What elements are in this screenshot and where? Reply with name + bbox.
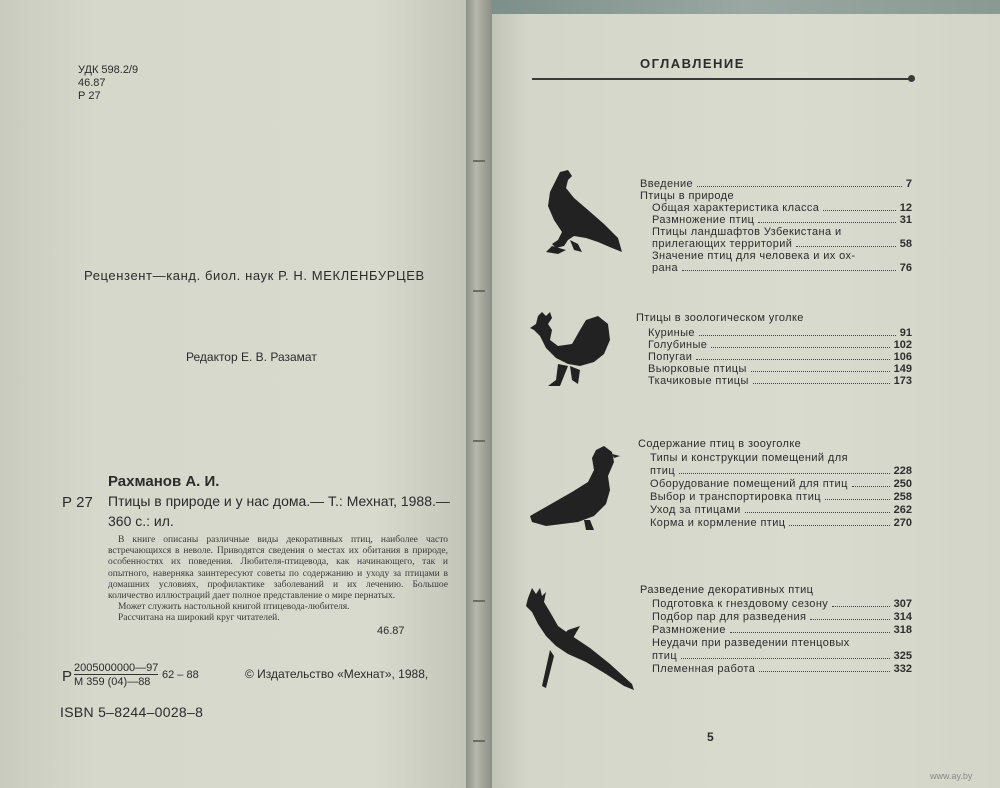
code-suffix: 62 – 88 [162,669,199,681]
toc-entry [648,327,912,339]
toc-entry-page: 325 [893,650,912,662]
binding-stitch [473,160,485,162]
watermark: www.ay.by [930,771,973,781]
reviewer-line: Рецензент—канд. биол. наук Р. Н. МЕКЛЕНБУРЦЕВ [84,268,425,283]
toc-entry-page: 270 [893,517,912,529]
background-strip [490,0,1000,14]
toc-leader-dots [810,619,889,620]
toc-leader-dots [711,347,889,348]
toc-entry-page: 58 [899,238,912,250]
toc-entry-title: Подготовка к гнездовому сезону [652,598,829,610]
toc-entry-title: Птицы ландшафтов Узбекистана и [652,226,842,238]
toc-divider-ornament [908,75,915,82]
toc-entry-title: Корма и кормление птиц [650,517,786,529]
parrot-icon [520,586,640,696]
toc-entry [648,351,912,363]
code-letter: Р [62,668,73,685]
toc-leader-dots [825,499,890,500]
toc-entry-page: 76 [899,262,912,274]
toc-divider [532,78,910,80]
toc-entry [652,214,912,226]
toc-entry-page: 102 [893,339,912,351]
toc-leader-dots [697,186,902,187]
author-mark: Р 27 [78,90,101,102]
toc-entry [640,178,912,190]
toc-entry-title: Попугаи [648,351,693,363]
toc-title: ОГЛАВЛЕНИЕ [640,56,745,71]
binding-stitch [473,740,485,742]
binding-stitch [473,600,485,602]
toc-entry-page: 318 [893,624,912,636]
toc-entry-title: Куриные [648,327,695,339]
toc-entry-page: 307 [893,598,912,610]
toc-entry [650,478,912,490]
toc-leader-dots [679,473,890,474]
toc-entry [652,663,912,675]
toc-entry-title: Выбор и транспортировка птиц [650,491,821,503]
toc-entry-title: прилегающих территорий [652,238,793,250]
toc-entry-page: 314 [893,611,912,623]
toc-leader-dots [753,383,890,384]
toc-leader-dots [682,270,896,271]
bbk-code: 46.87 [78,77,106,89]
annotation-paragraph: Рассчитана на широкий круг читателей. [118,613,280,624]
toc-entry-page: 31 [899,214,912,226]
toc-entry [648,339,912,351]
pigeon-icon [528,442,624,534]
toc-leader-dots [758,222,895,223]
toc-leader-dots [789,525,889,526]
toc-entry-title: Введение [640,178,694,190]
toc-entry [652,598,912,610]
toc-entry [652,624,912,636]
toc-entry-title: Размножение птиц [652,214,755,226]
toc-leader-dots [730,632,890,633]
toc-entry-title: Типы и конструкции помещений для [650,452,848,464]
author-name: Рахманов А. И. [108,473,220,490]
bibliographic-record: Птицы в природе и у нас дома.— Т.: Мехнат, 1988.— 360 с.: ил. [108,493,450,529]
catalog-code: Р 27 [62,494,93,511]
toc-entry [650,517,912,529]
price-index: 46.87 [377,625,405,637]
toc-entry-title: птиц [650,465,676,477]
toc-entry-page: 149 [893,363,912,375]
toc-entry-page: 332 [893,663,912,675]
toc-entry-page: 173 [893,375,912,387]
toc-entry [652,238,912,250]
toc-entry [652,611,912,623]
toc-entry [650,465,912,477]
toc-leader-dots [852,486,890,487]
toc-leader-dots [681,658,890,659]
toc-section-title: Содержание птиц в зооуголке [638,438,802,450]
toc-leader-dots [745,512,890,513]
rooster-icon [528,310,612,390]
code-numerator: 2005000000—97 [74,662,159,674]
isbn: ISBN 5–8244–0028–8 [60,704,204,720]
toc-leader-dots [823,210,895,211]
toc-entry-title: рана [652,262,679,274]
toc-entry-page: 228 [893,465,912,477]
page-number: 5 [707,730,714,744]
toc-entry [652,262,912,274]
annotation-paragraph: В книге описаны различные виды декоративных птиц, наиболее часто встречающихся в неволе. Приводятся сведения о местах их обитания в природе, особенностях их поведения. Любителя-птицевода, как начинающего, так и опытного, наверняка заинтересуют советы по содержанию и уходу за птицами в домашних условиях, профилактике заболеваний и их лечению. Большое количество иллюстраций дает полное представление о мире пернатых. [108,535,448,602]
toc-entry-page: 106 [893,351,912,363]
udc-code: УДК 598.2/9 [78,64,139,76]
toc-entry-title: Оборудование помещений для птиц [650,478,848,490]
toc-entry-title: Общая характеристика класса [652,202,820,214]
toc-leader-dots [759,671,889,672]
toc-leader-dots [751,371,890,372]
toc-leader-dots [796,246,895,247]
code-denominator: М 359 (04)—88 [74,676,151,688]
toc-section-title: Птицы в природе [640,190,734,202]
toc-entry-title: Размножение [652,624,726,636]
toc-entry-page: 258 [893,491,912,503]
toc-entry [650,504,912,516]
toc-leader-dots [832,606,889,607]
toc-entry-title: Подбор пар для разведения [652,611,807,623]
toc-entry-title: Голубиные [648,339,708,351]
toc-entry [648,363,912,375]
toc-leader-dots [699,335,896,336]
toc-entry [652,202,912,214]
toc-entry [652,650,912,662]
binding-stitch [473,440,485,442]
copyright-line: © Издательство «Мехнат», 1988, [245,667,429,681]
toc-entry-title: птиц [652,650,678,662]
toc-entry-title: Ткачиковые птицы [648,375,749,387]
toc-entry-page: 7 [905,178,912,190]
toc-entry [648,375,912,387]
book-annotation [108,535,448,625]
binding-stitch [473,290,485,292]
toc-entry-page: 262 [893,504,912,516]
toc-entry-title: Уход за птицами [650,504,741,516]
toc-entry-page: 250 [893,478,912,490]
editor-line: Редактор Е. В. Разамат [186,350,317,364]
toc-leader-dots [696,359,889,360]
toc-entry-page: 12 [899,202,912,214]
toc-entry-title: Племенная работа [652,663,756,675]
eagle-icon [538,168,624,258]
catalog-codes [78,64,138,103]
book-spine-gutter [466,0,492,788]
toc-entry-title: Значение птиц для человека и их ох- [652,250,856,262]
toc-entry [650,491,912,503]
toc-section-title: Разведение декоративных птиц [640,584,814,596]
toc-section-title: Птицы в зоологическом уголке [636,312,804,324]
toc-entry-page: 91 [899,327,912,339]
annotation-paragraph: Может служить настольной книгой птицевода-любителя. [118,602,350,613]
toc-entry-title: Неудачи при разведении птенцовых [652,637,850,649]
toc-entry-title: Вьюрковые птицы [648,363,747,375]
